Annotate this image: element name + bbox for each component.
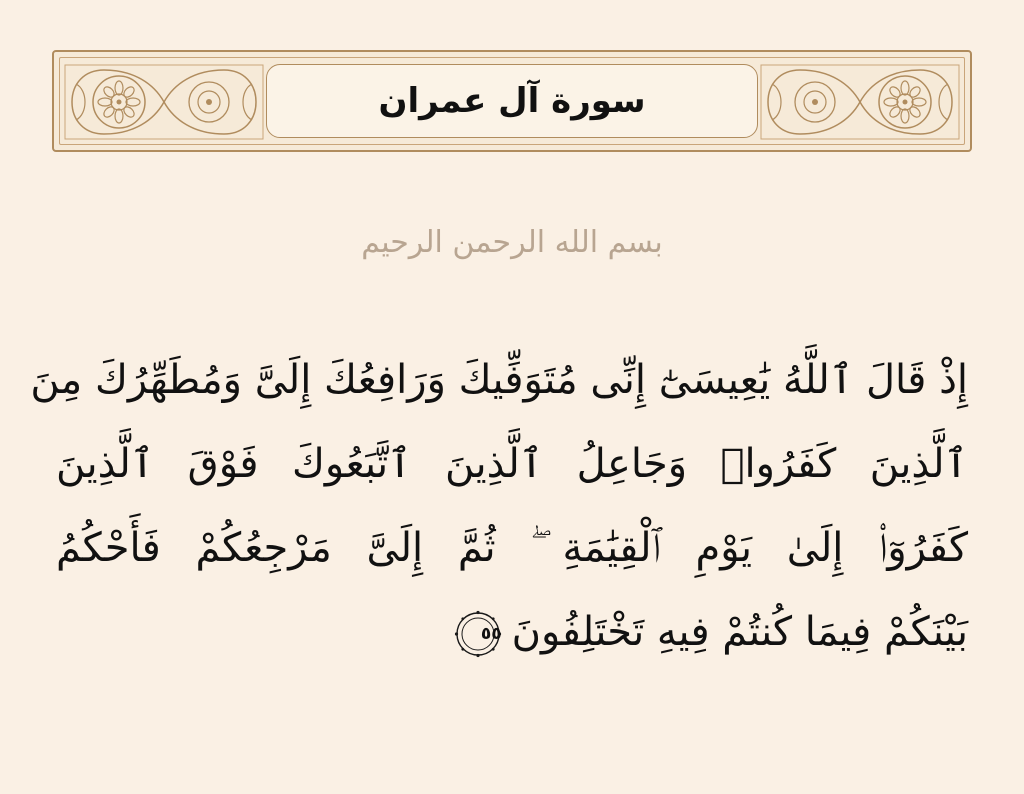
surah-title: سورة آل عمران (378, 81, 646, 121)
left-rosette-ornament-icon (64, 64, 264, 140)
verse-line-4 (56, 590, 968, 674)
verse-line-3: كَفَرُوٓا۟ إِلَىٰ يَوْمِ ٱلْقِيَٰمَةِ ۖ ثُمَّ إِلَىَّ مَرْجِعُكُمْ فَأَحْكُمُ (56, 525, 968, 571)
right-rosette-ornament-icon (760, 64, 960, 140)
ayah-number: ٥٥ (480, 624, 502, 644)
verse-line-2: ٱلَّذِينَ كَفَرُوا۟ وَجَاعِلُ ٱلَّذِينَ ٱتَّبَعُوكَ فَوْقَ ٱلَّذِينَ (56, 441, 968, 487)
verse-line-1: إِذْ قَالَ ٱللَّهُ يَٰعِيسَىٰٓ إِنِّى مُتَوَفِّيكَ وَرَافِعُكَ إِلَىَّ وَمُطَهِّرُكَ مِنَ (30, 357, 968, 403)
verse-text (30, 338, 968, 674)
basmala: بسم الله الرحمن الرحيم (361, 225, 663, 260)
surah-title-frame (266, 64, 758, 138)
verse-line-4-text: بَيْنَكُمْ فِيمَا كُنتُمْ فِيهِ تَخْتَلِفُونَ (511, 609, 968, 655)
ayah-end-marker (454, 610, 502, 658)
surah-header (52, 50, 972, 152)
